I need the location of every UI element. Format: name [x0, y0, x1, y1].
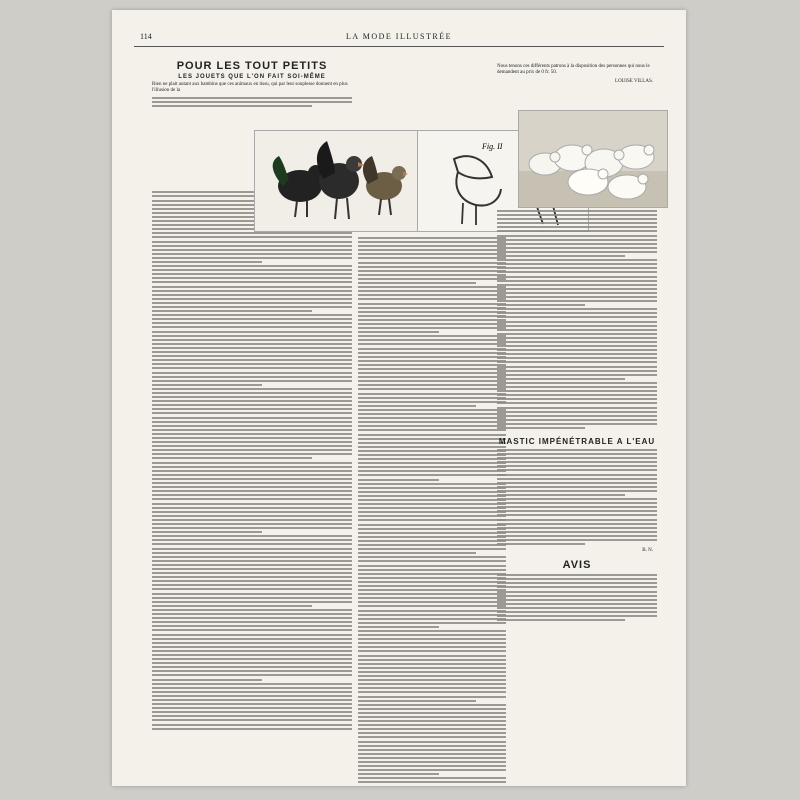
header-rule [134, 46, 664, 47]
article-intro: Rien ne plait autant aux bambins que ces animaux en tissu, qui par leur souplesse donnent en plus l'illusion de la [152, 82, 348, 93]
chickens-photo [518, 110, 668, 208]
article-title: POUR LES TOUT PETITS [176, 60, 328, 72]
magazine-page [112, 10, 686, 786]
mastic-signature: B. N. [642, 548, 653, 554]
buche-body [497, 210, 657, 429]
avis-body [497, 574, 657, 621]
running-title: LA MODE ILLUSTRÉE [346, 32, 452, 41]
mastic-title: MASTIC IMPÉNÉTRABLE A L'EAU [498, 436, 656, 446]
page-header [112, 32, 686, 46]
right-top-text: Nous tenons ces différents patrons à la disposition des personnes qui nous le demandent au prix de 0 fr. 50. [497, 64, 650, 75]
middle-body [358, 237, 506, 786]
mastic-body [497, 449, 657, 545]
fig-label-2: Fig. II [482, 142, 503, 151]
avis-title: AVIS [562, 559, 592, 572]
chickens-photo-graphic [519, 111, 667, 207]
right-top-signature: LOUISE VILLAS. [615, 79, 653, 84]
article-subtitle: LES JOUETS QUE L'ON FAIT SOI-MÊME [178, 74, 326, 80]
page-number: 114 [140, 32, 152, 41]
